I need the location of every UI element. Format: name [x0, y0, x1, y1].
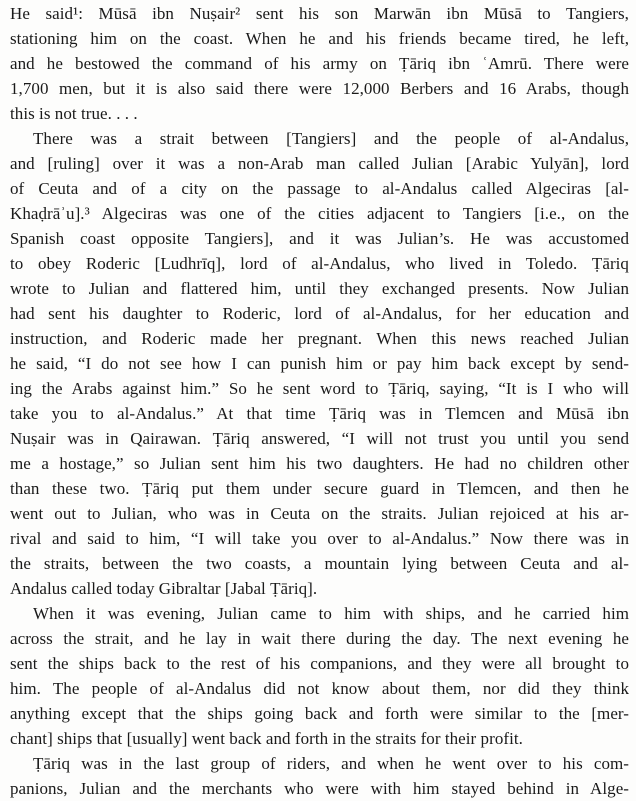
- paragraph: [10, 1, 629, 126]
- text-line: chant] ships that [usually] went back and forth in the straits for their profit.: [10, 729, 523, 748]
- text-line: Andalus called today Gibraltar [Jabal Ṭāriq].: [10, 579, 318, 598]
- paragraph: [10, 751, 629, 801]
- text-line: of Ceuta and of a city on the passage to al-Andalus called Algeciras [al-: [10, 179, 629, 198]
- text-line: and he bestowed the command of his army on Ṭāriq ibn ʿAmrū. There were: [10, 54, 629, 73]
- text-line: than these two. Ṭāriq put them under secure guard in Tlemcen, and then he: [10, 479, 629, 498]
- text-line: There was a strait between [Tangiers] and the people of al-Andalus,: [33, 129, 629, 148]
- text-line: panions, Julian and the merchants who were with him stayed behind in Alge-: [10, 779, 629, 798]
- text-line: anything except that the ships going back and forth were similar to the [mer-: [10, 704, 629, 723]
- text-line: to obey Roderic [Ludhrīq], lord of al-Andalus, who lived in Toledo. Ṭāriq: [10, 254, 629, 273]
- text-line: me a hostage,” so Julian sent him his two daughters. He had no children other: [10, 454, 629, 473]
- text-line: take you to al-Andalus.” At that time Ṭāriq was in Tlemcen and Mūsā ibn: [10, 404, 629, 423]
- text-line: Nuṣair was in Qairawan. Ṭāriq answered, “I will not trust you until you send: [10, 429, 629, 448]
- text-line: When it was evening, Julian came to him with ships, and he carried him: [33, 604, 629, 623]
- text-line: 1,700 men, but it is also said there were 12,000 Berbers and 16 Arabs, though: [10, 79, 629, 98]
- text-line: this is not true. . . .: [10, 104, 138, 123]
- text-line: Khaḍrāʾu].³ Algeciras was one of the cities adjacent to Tangiers [i.e., on the: [10, 204, 629, 223]
- paragraph: [10, 601, 629, 751]
- text-line: him. The people of al-Andalus did not know about them, nor did they think: [10, 679, 629, 698]
- text-line: and [ruling] over it was a non-Arab man called Julian [Arabic Yulyān], lord: [10, 154, 629, 173]
- text-line: across the strait, and he lay in wait there during the day. The next evening he: [10, 629, 629, 648]
- paragraph: [10, 126, 629, 601]
- text-line: stationing him on the coast. When he and his friends became tired, he left,: [10, 29, 629, 48]
- text-line: he said, “I do not see how I can punish him or pay him back except by send-: [10, 354, 629, 373]
- text-line: Spanish coast opposite Tangiers], and it was Julian’s. He was accustomed: [10, 229, 629, 248]
- text-line: rival and said to him, “I will take you over to al-Andalus.” Now there was in: [10, 529, 629, 548]
- text-line: ing the Arabs against him.” So he sent word to Ṭāriq, saying, “It is I who will: [10, 379, 629, 398]
- text-line: wrote to Julian and flattered him, until they exchanged presents. Now Julian: [10, 279, 629, 298]
- text-line: went out to Julian, who was in Ceuta on the straits. Julian rejoiced at his ar-: [10, 504, 629, 523]
- text-line: had sent his daughter to Roderic, lord of al-Andalus, for her education and: [10, 304, 629, 323]
- text-line: He said¹: Mūsā ibn Nuṣair² sent his son Marwān ibn Mūsā to Tangiers,: [10, 4, 629, 23]
- page-text: [10, 1, 629, 801]
- text-line: sent the ships back to the rest of his companions, and they were all brought to: [10, 654, 629, 673]
- text-line: Ṭāriq was in the last group of riders, and when he went over to his com-: [33, 754, 629, 773]
- text-line: instruction, and Roderic made her pregnant. When this news reached Julian: [10, 329, 629, 348]
- text-line: the straits, between the two coasts, a mountain lying between Ceuta and al-: [10, 554, 629, 573]
